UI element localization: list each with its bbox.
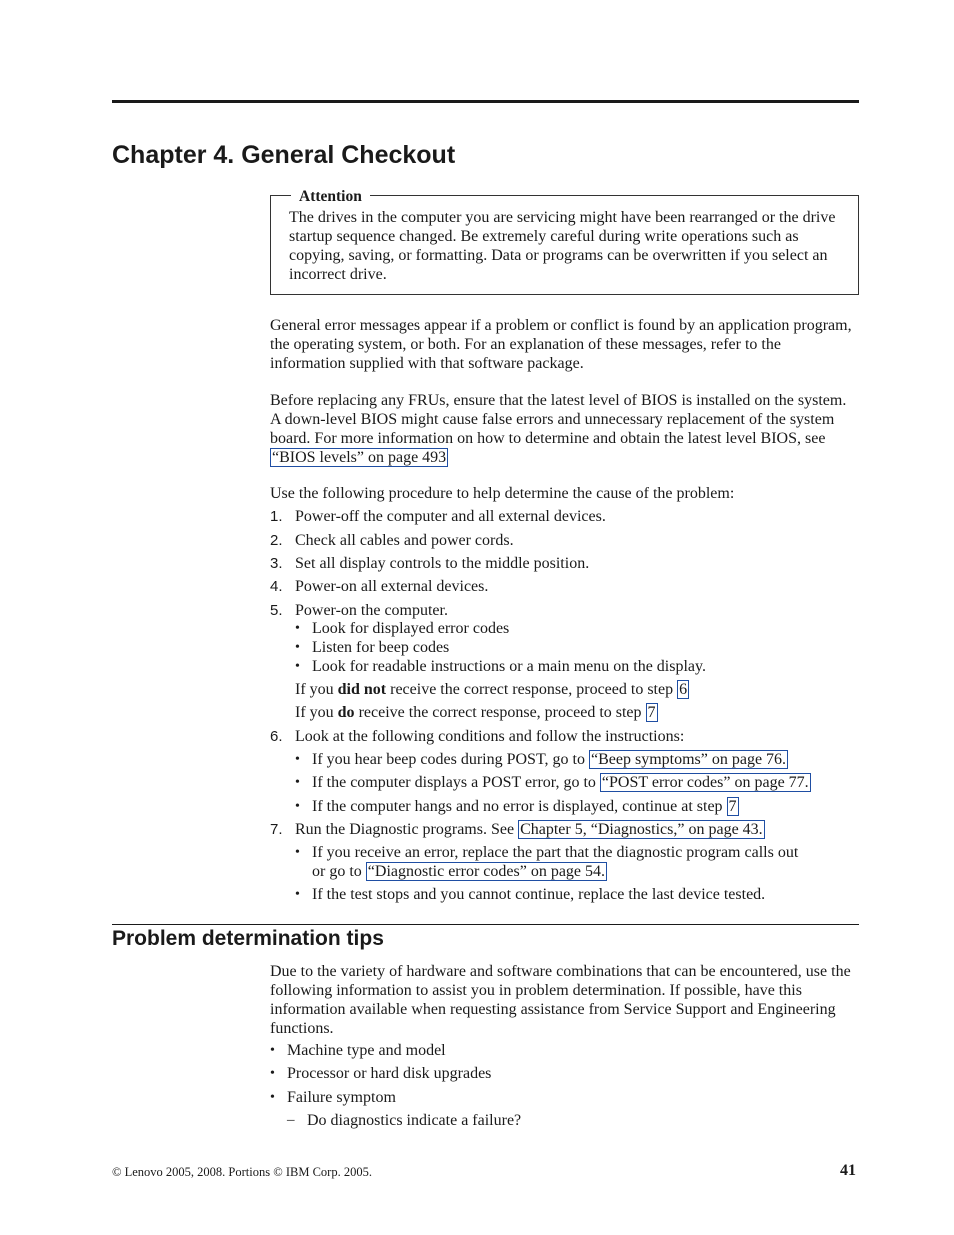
step-7-link[interactable]: 7 [728, 798, 737, 815]
section-title: Problem determination tips [112, 927, 384, 950]
top-rule [112, 100, 859, 103]
bullet-text: If the computer displays a POST error, go to [312, 774, 600, 791]
tips-item-2: Processor or hard disk upgrades [287, 1065, 492, 1082]
step-5-bullet-1: Look for displayed error codes [312, 620, 510, 637]
step-5-bullet-2: Listen for beep codes [312, 639, 450, 656]
bios-levels-link[interactable]: “BIOS levels” on page 493 [272, 449, 447, 466]
tips-sub-item: Do diagnostics indicate a failure? [307, 1112, 522, 1129]
beep-symptoms-link[interactable]: “Beep symptoms” on page 76. [590, 751, 787, 768]
bullet-text: If you hear beep codes during POST, go to [312, 751, 589, 768]
bios-paragraph [270, 391, 860, 467]
step-2-number: 2. [270, 532, 283, 549]
step-3-number: 3. [270, 555, 283, 572]
footer-copyright: © Lenovo 2005, 2008. Portions © IBM Corp. 2005. [112, 1165, 372, 1179]
bullet: • [295, 640, 300, 655]
bullet: • [295, 775, 300, 790]
step-4-number: 4. [270, 578, 283, 595]
step-2-text: Check all cables and power cords. [295, 532, 514, 549]
step-7-pre: Run the Diagnostic programs. See [295, 821, 519, 838]
dash: – [287, 1112, 295, 1128]
tips-paragraph: Due to the variety of hardware and software combinations that can be encountered, use the following information to assist you in problem determination. If possible, have this information available when requesting assistance from Service Support and Engineering functions. [270, 963, 851, 1037]
tips-item-3: Failure symptom [287, 1089, 396, 1106]
section-rule [112, 924, 859, 925]
step-7-bullet-2: If the test stops and you cannot continue, replace the last device tested. [312, 886, 766, 903]
step-5-note-do [295, 703, 860, 722]
tips-item-1: Machine type and model [287, 1042, 446, 1059]
step-5-bullet-3: Look for readable instructions or a main menu on the display. [312, 658, 706, 675]
bios-paragraph-text: Before replacing any FRUs, ensure that the latest level of BIOS is installed on the system. A down-level BIOS might cause false errors and unnecessary replacement of the system board. For more information on how to determine and obtain the latest level BIOS, see [270, 392, 847, 447]
step-7-link[interactable]: 7 [647, 704, 656, 721]
note-pre: If you [295, 704, 338, 721]
bullet: • [270, 1090, 275, 1105]
step-6-number: 6. [270, 728, 283, 745]
note-bold: do [337, 704, 355, 721]
step-5-text: Power-on the computer. [295, 602, 448, 619]
step-6-bullet-1 [312, 750, 860, 769]
post-error-codes-link[interactable]: “POST error codes” on page 77. [601, 774, 809, 791]
bullet-text: If the computer hangs and no error is displayed, continue at step [312, 798, 727, 815]
note-bold: did not [337, 681, 387, 698]
step-7-bullet-1-line-2 [312, 862, 860, 881]
attention-box [270, 188, 859, 295]
step-5-note-did-not [295, 680, 860, 699]
step-6-link[interactable]: 6 [679, 681, 688, 698]
intro-paragraph: General error messages appear if a problem or conflict is found by an application program, the operating system, or both. For an explanation of these messages, refer to the information supplied with that software package. [270, 317, 852, 372]
step-7-number: 7. [270, 821, 283, 838]
step-6-text: Look at the following conditions and follow the instructions: [295, 728, 685, 745]
bullet: • [270, 1043, 275, 1058]
bullet-text: or go to [312, 863, 366, 880]
bullet: • [295, 887, 300, 902]
bullet: • [295, 799, 300, 814]
bullet: • [270, 1066, 275, 1081]
step-3-text: Set all display controls to the middle position. [295, 555, 590, 572]
page-number: 41 [840, 1162, 856, 1179]
procedure-intro: Use the following procedure to help determine the cause of the problem: [270, 485, 735, 502]
step-4-text: Power-on all external devices. [295, 578, 489, 595]
attention-text: The drives in the computer you are servicing might have been rearranged or the drive startup sequence changed. Be extremely careful during write operations such as copying, saving, or formatting. Data or programs can be overwritten if you select an incorrect drive. [289, 209, 836, 283]
bullet: • [295, 621, 300, 636]
diagnostics-chapter-link[interactable]: Chapter 5, “Diagnostics,” on page 43. [520, 821, 763, 838]
bullet: • [295, 845, 300, 860]
step-1-text: Power-off the computer and all external devices. [295, 508, 606, 525]
diagnostic-error-codes-link[interactable]: “Diagnostic error codes” on page 54. [367, 863, 606, 880]
step-7-text [295, 820, 860, 839]
step-6-bullet-3 [312, 797, 860, 816]
bullet: • [295, 659, 300, 674]
chapter-title: Chapter 4. General Checkout [112, 141, 456, 169]
note-post: receive the correct response, proceed to step [386, 681, 678, 698]
bullet: • [295, 752, 300, 767]
note-pre: If you [295, 681, 338, 698]
step-1-number: 1. [270, 508, 283, 525]
step-7-bullet-1-line-1: If you receive an error, replace the part that the diagnostic program calls out [312, 844, 799, 861]
step-6-bullet-2 [312, 773, 860, 792]
note-post: receive the correct response, proceed to step [354, 704, 646, 721]
step-5-number: 5. [270, 602, 283, 619]
attention-label: Attention [291, 188, 370, 205]
